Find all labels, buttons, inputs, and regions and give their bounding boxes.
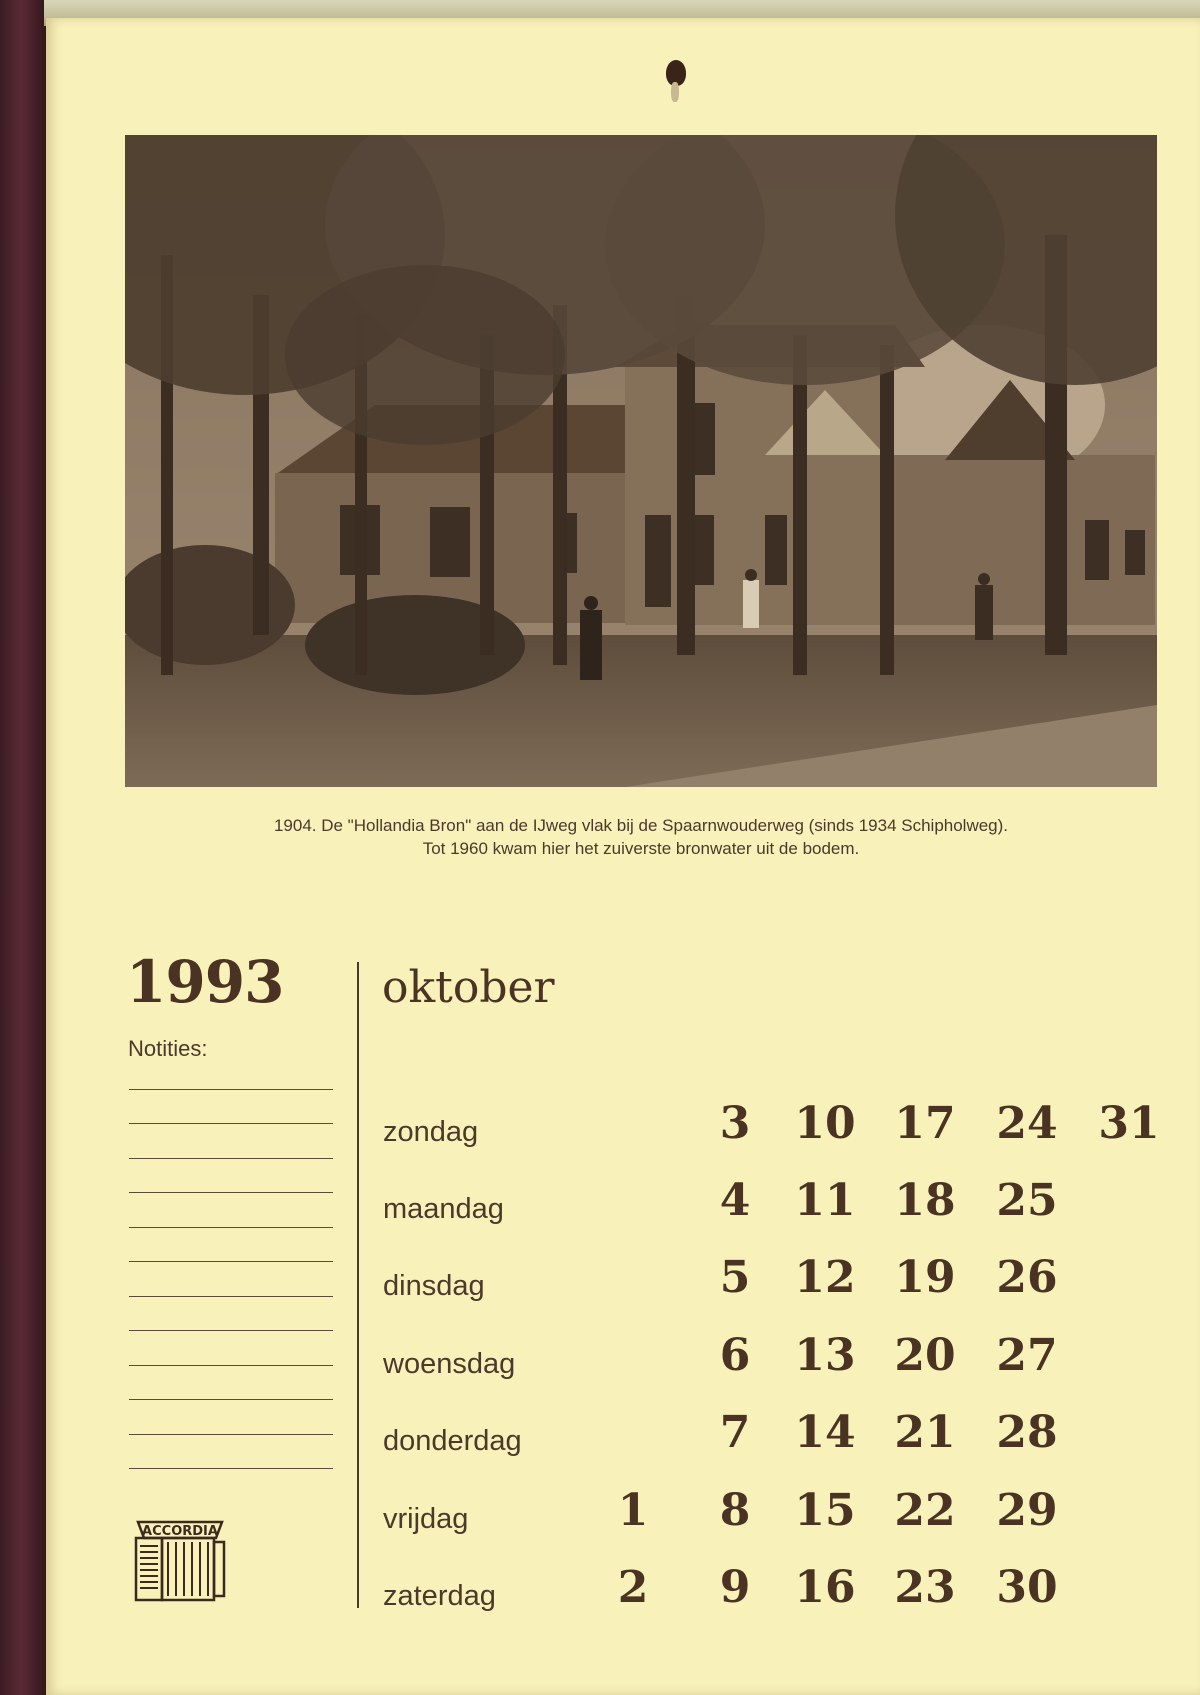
day-number: 19 <box>894 1252 956 1303</box>
day-number: 7 <box>719 1407 751 1458</box>
day-name: donderdag <box>383 1425 522 1457</box>
note-line <box>129 1434 333 1435</box>
day-number: 27 <box>996 1330 1058 1381</box>
day-number: 22 <box>894 1485 956 1536</box>
historic-photo <box>125 135 1157 787</box>
accordia-logo <box>130 1508 230 1613</box>
caption-line-1: 1904. De "Hollandia Bron" aan de IJweg vlak bij de Spaarnwouderweg (sinds 1934 Schipholweg). <box>273 816 1009 835</box>
day-number: 3 <box>719 1098 751 1149</box>
day-number: 6 <box>719 1330 751 1381</box>
day-number: 28 <box>996 1407 1058 1458</box>
day-name: vrijdag <box>383 1503 469 1535</box>
day-number: 11 <box>794 1175 856 1226</box>
day-number: 20 <box>894 1330 956 1381</box>
day-number: 14 <box>794 1407 856 1458</box>
day-name: woensdag <box>383 1348 516 1380</box>
caption-line-2: Tot 1960 kwam hier het zuiverste bronwater uit de bodem. <box>422 839 860 858</box>
day-number: 25 <box>996 1175 1058 1226</box>
note-line <box>129 1399 333 1400</box>
day-name: zondag <box>383 1116 479 1148</box>
day-number: 17 <box>894 1098 956 1149</box>
day-name: zaterdag <box>383 1580 496 1612</box>
day-number: 12 <box>794 1252 856 1303</box>
day-number: 2 <box>617 1562 649 1613</box>
hanging-hole <box>666 60 686 86</box>
day-number: 31 <box>1098 1098 1160 1149</box>
month-heading: oktober <box>382 962 555 1013</box>
day-number: 4 <box>719 1175 751 1226</box>
note-line <box>129 1089 333 1090</box>
column-divider <box>357 962 359 1608</box>
day-number: 15 <box>794 1485 856 1536</box>
day-number: 5 <box>719 1252 751 1303</box>
day-number: 24 <box>996 1098 1058 1149</box>
day-number: 26 <box>996 1252 1058 1303</box>
photo-caption <box>125 814 1157 860</box>
notes-label: Notities: <box>128 1036 208 1061</box>
note-line <box>129 1365 333 1366</box>
day-number: 29 <box>996 1485 1058 1536</box>
note-line <box>129 1330 333 1331</box>
day-number: 18 <box>894 1175 956 1226</box>
day-number: 21 <box>894 1407 956 1458</box>
note-line <box>129 1468 333 1469</box>
note-line <box>129 1227 333 1228</box>
day-number: 10 <box>794 1098 856 1149</box>
day-number: 1 <box>617 1485 649 1536</box>
note-line <box>129 1296 333 1297</box>
note-line <box>129 1158 333 1159</box>
logo-text: ACCORDIA <box>142 1524 218 1539</box>
day-name: maandag <box>383 1193 504 1225</box>
year-heading: 1993 <box>126 948 284 1016</box>
calendar-binding <box>0 0 52 1695</box>
day-number: 30 <box>996 1562 1058 1613</box>
day-number: 9 <box>719 1562 751 1613</box>
note-line <box>129 1123 333 1124</box>
note-line <box>129 1192 333 1193</box>
day-name: dinsdag <box>383 1270 485 1302</box>
day-number: 23 <box>894 1562 956 1613</box>
day-number: 8 <box>719 1485 751 1536</box>
note-line <box>129 1261 333 1262</box>
day-number: 13 <box>794 1330 856 1381</box>
day-number: 16 <box>794 1562 856 1613</box>
